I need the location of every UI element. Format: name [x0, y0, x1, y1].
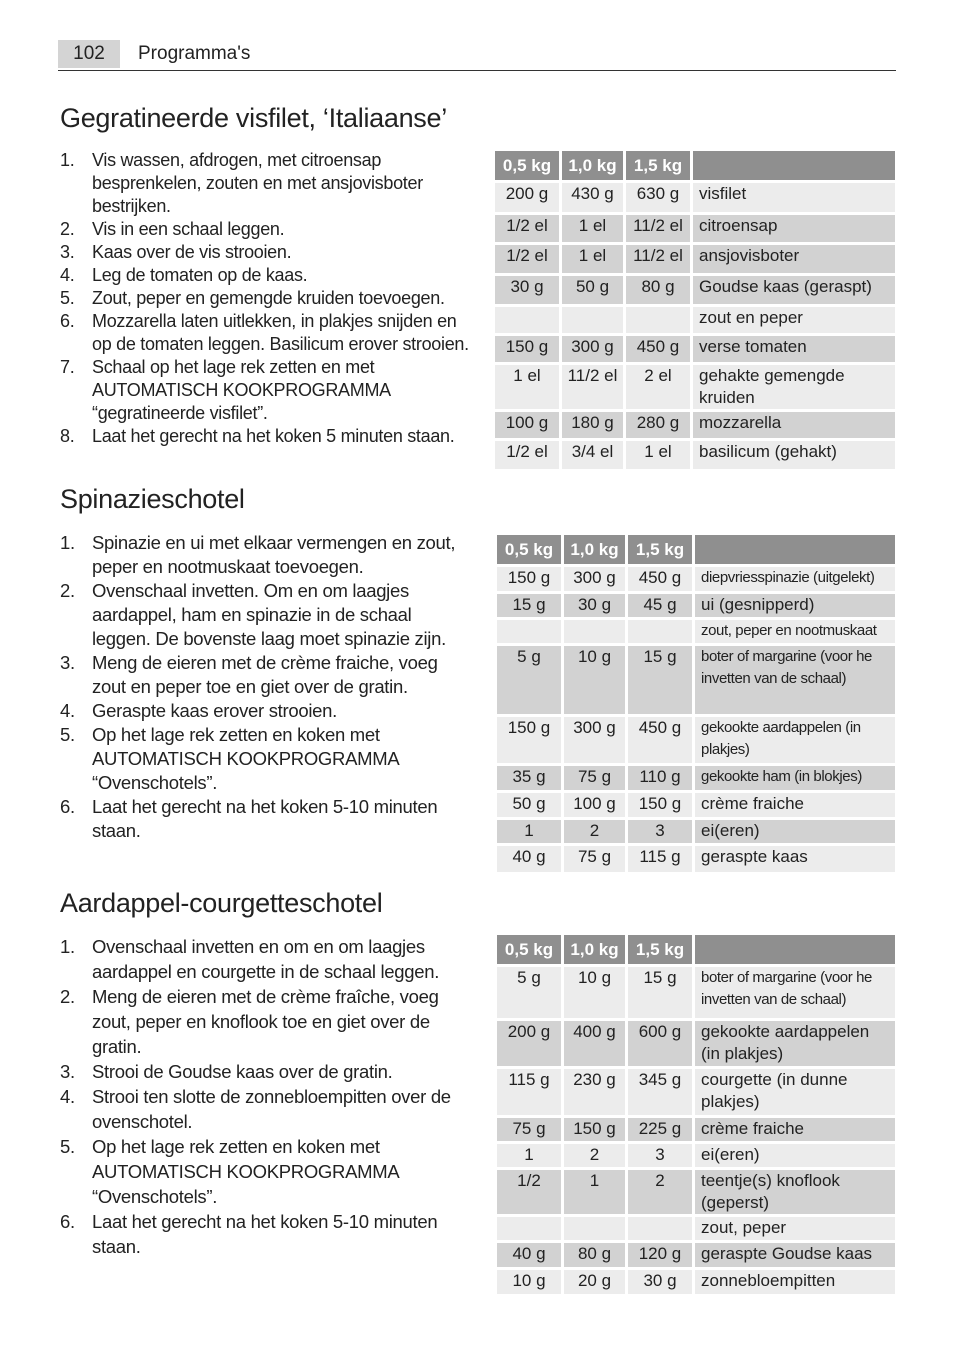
ingredient-name: basilicum (gehakt) — [693, 441, 895, 469]
ingredient-amount: 1 el — [626, 441, 690, 469]
ingredient-amount: 630 g — [626, 183, 690, 212]
step-text: Meng de eieren met de crème fraiche, voeg zout en peper toe en giet over de gratin. — [92, 652, 438, 697]
ingredient-amount: 450 g — [628, 567, 692, 591]
step-item — [60, 699, 470, 723]
ingredient-amount: 430 g — [562, 183, 623, 212]
table-row — [497, 1118, 895, 1141]
ingredient-amount: 50 g — [562, 276, 623, 304]
ingredient-amount: 150 g — [497, 567, 561, 591]
table-row — [497, 717, 895, 763]
table-row — [495, 215, 895, 242]
ingredient-amount: 15 g — [497, 594, 561, 617]
ingredient-table — [494, 932, 898, 1297]
step-item — [60, 531, 470, 579]
ingredient-amount: 2 — [564, 1144, 625, 1167]
ingredient-amount: 75 g — [497, 1118, 561, 1141]
table-row — [495, 336, 895, 362]
column-header — [695, 535, 895, 564]
page-header — [58, 40, 896, 71]
ingredient-amount: 120 g — [628, 1243, 692, 1267]
step-number: 6. — [60, 1211, 75, 1232]
ingredient-amount: 1 — [497, 1144, 561, 1167]
column-header: 1,0 kg — [562, 151, 623, 180]
column-header: 0,5 kg — [497, 535, 561, 564]
ingredient-amount — [562, 307, 623, 333]
ingredient-amount: 150 g — [497, 717, 561, 763]
step-item — [60, 1084, 470, 1134]
table-row — [497, 820, 895, 843]
ingredient-amount: 11/2 el — [626, 245, 690, 273]
ingredient-amount — [497, 620, 561, 643]
step-text: Meng de eieren met de crème fraîche, voeg zout, peper en knoflook toe en giet over de gratin. — [92, 986, 439, 1057]
ingredient-amount: 45 g — [628, 594, 692, 617]
step-item — [60, 287, 470, 310]
ingredient-amount: 80 g — [626, 276, 690, 304]
ingredient-amount: 15 g — [628, 967, 692, 1018]
ingredient-amount: 2 — [564, 820, 625, 843]
step-text: Strooi ten slotte de zonnebloempitten over de ovenschotel. — [92, 1086, 451, 1132]
step-item — [60, 934, 470, 984]
ingredient-amount: 30 g — [564, 594, 625, 617]
ingredient-amount: 30 g — [495, 276, 559, 304]
step-text: Schaal op het lage rek zetten en met AUTOMATISCH KOOKPROGRAMMA “gegratineerde visfilet”. — [92, 357, 390, 423]
ingredient-amount: 3/4 el — [562, 441, 623, 469]
ingredient-amount: 300 g — [562, 336, 623, 362]
ingredient-amount: 1/2 — [497, 1170, 561, 1214]
ingredient-name: zout, peper en nootmuskaat — [695, 620, 895, 643]
ingredient-name: gekookte aardappelen (in plakjes) — [695, 1021, 895, 1066]
recipe-title: Spinazieschotel — [60, 484, 245, 514]
ingredient-name: courgette (in dunne plakjes) — [695, 1069, 895, 1115]
step-text: Zout, peper en gemengde kruiden toevoegen. — [92, 288, 445, 308]
step-number: 4. — [60, 1086, 75, 1107]
ingredient-name: crème fraiche — [695, 1118, 895, 1141]
table-row — [497, 766, 895, 790]
table-row — [497, 1170, 895, 1214]
ingredient-amount: 225 g — [628, 1118, 692, 1141]
column-header: 1,5 kg — [628, 935, 692, 964]
ingredient-amount: 1 el — [495, 365, 559, 409]
column-header: 0,5 kg — [497, 935, 561, 964]
step-text: Kaas over de vis strooien. — [92, 242, 292, 262]
ingredient-amount: 10 g — [497, 1270, 561, 1294]
recipe-steps — [60, 934, 470, 1259]
table-row — [495, 307, 895, 333]
ingredient-amount: 110 g — [628, 766, 692, 790]
step-number: 2. — [60, 986, 75, 1007]
step-text: Op het lage rek zetten en koken met AUTOMATISCH KOOKPROGRAMMA “Ovenschotels”. — [92, 1136, 399, 1207]
step-text: Op het lage rek zetten en koken met AUTOMATISCH KOOKPROGRAMMA “Ovenschotels”. — [92, 724, 399, 793]
table-header-row — [495, 151, 895, 180]
table-row — [497, 1069, 895, 1115]
step-text: Ovenschaal invetten en om en om laagjes aardappel en courgette in de schaal leggen. — [92, 936, 440, 982]
ingredient-amount: 150 g — [495, 336, 559, 362]
column-header: 1,0 kg — [564, 535, 625, 564]
recipe-title: Gegratineerde visfilet, ‘Italiaanse’ — [60, 103, 447, 133]
ingredient-name: diepvriesspinazie (uitgelekt) — [695, 567, 895, 591]
step-number: 5. — [60, 724, 75, 745]
ingredient-amount: 35 g — [497, 766, 561, 790]
page-number: 102 — [58, 40, 120, 68]
ingredient-table — [492, 148, 898, 472]
ingredient-amount: 400 g — [564, 1021, 625, 1066]
ingredient-amount: 1/2 el — [495, 441, 559, 469]
ingredient-name: gekookte aardappelen (in plakjes) — [695, 717, 895, 763]
table-row — [497, 620, 895, 643]
step-item — [60, 1059, 470, 1084]
table-row — [495, 441, 895, 469]
table-row — [497, 793, 895, 817]
step-text: Geraspte kaas erover strooien. — [92, 700, 337, 721]
column-header — [695, 935, 895, 964]
ingredient-name: zout, peper — [695, 1217, 895, 1240]
step-number: 5. — [60, 1136, 75, 1157]
ingredient-name: citroensap — [693, 215, 895, 242]
ingredient-amount: 300 g — [564, 717, 625, 763]
ingredient-name: geraspte kaas — [695, 846, 895, 872]
step-number: 3. — [60, 242, 75, 262]
ingredient-amount — [497, 1217, 561, 1240]
table-row — [495, 183, 895, 212]
ingredient-table — [494, 532, 898, 875]
table-row — [497, 646, 895, 714]
ingredient-name: mozzarella — [693, 412, 895, 438]
ingredient-amount: 100 g — [564, 793, 625, 817]
table-row — [495, 412, 895, 438]
table-row — [497, 1021, 895, 1066]
step-item — [60, 310, 470, 356]
table-row — [495, 245, 895, 273]
ingredient-amount: 11/2 el — [562, 365, 623, 409]
ingredient-name: boter of margarine (voor he invetten van de schaal) — [695, 967, 895, 1018]
step-number: 7. — [60, 357, 75, 377]
step-number: 4. — [60, 700, 75, 721]
column-header: 1,5 kg — [626, 151, 690, 180]
table-header-row — [497, 535, 895, 564]
step-number: 2. — [60, 219, 75, 239]
step-text: Leg de tomaten op de kaas. — [92, 265, 308, 285]
step-text: Laat het gerecht na het koken 5 minuten staan. — [92, 426, 455, 446]
ingredient-amount: 230 g — [564, 1069, 625, 1115]
step-text: Laat het gerecht na het koken 5-10 minuten staan. — [92, 796, 438, 841]
ingredient-name: gehakte gemengde kruiden — [693, 365, 895, 409]
ingredient-amount: 30 g — [628, 1270, 692, 1294]
ingredient-amount: 1 — [564, 1170, 625, 1214]
ingredient-amount: 10 g — [564, 967, 625, 1018]
ingredient-amount: 180 g — [562, 412, 623, 438]
column-header — [693, 151, 895, 180]
ingredient-name: zout en peper — [693, 307, 895, 333]
table-row — [497, 1144, 895, 1167]
ingredient-name: ei(eren) — [695, 820, 895, 843]
table-row — [497, 1243, 895, 1267]
step-text: Vis wassen, afdrogen, met citroensap besprenkelen, zouten en met ansjovisboter bestrijken. — [92, 150, 423, 216]
step-number: 3. — [60, 652, 75, 673]
ingredient-amount: 40 g — [497, 846, 561, 872]
ingredient-amount: 3 — [628, 820, 692, 843]
ingredient-amount: 2 — [628, 1170, 692, 1214]
step-item — [60, 984, 470, 1059]
ingredient-name: visfilet — [693, 183, 895, 212]
ingredient-amount: 1/2 el — [495, 245, 559, 273]
column-header: 0,5 kg — [495, 151, 559, 180]
step-text: Strooi de Goudse kaas over de gratin. — [92, 1061, 393, 1082]
ingredient-amount: 200 g — [497, 1021, 561, 1066]
ingredient-amount — [564, 1217, 625, 1240]
table-row — [497, 1217, 895, 1240]
ingredient-name: ansjovisboter — [693, 245, 895, 273]
ingredient-name: ui (gesnipperd) — [695, 594, 895, 617]
step-item — [60, 218, 470, 241]
ingredient-amount: 1 — [497, 820, 561, 843]
step-number: 3. — [60, 1061, 75, 1082]
step-text: Laat het gerecht na het koken 5-10 minuten staan. — [92, 1211, 438, 1257]
ingredient-name: boter of margarine (voor he invetten van de schaal) — [695, 646, 895, 714]
ingredient-amount: 20 g — [564, 1270, 625, 1294]
ingredient-amount: 10 g — [564, 646, 625, 714]
table-row — [497, 1270, 895, 1294]
step-item — [60, 149, 470, 218]
ingredient-amount — [628, 1217, 692, 1240]
ingredient-amount — [626, 307, 690, 333]
ingredient-amount: 1 el — [562, 215, 623, 242]
ingredient-amount: 75 g — [564, 766, 625, 790]
ingredient-amount: 300 g — [564, 567, 625, 591]
step-item — [60, 579, 470, 651]
ingredient-amount — [564, 620, 625, 643]
step-item — [60, 241, 470, 264]
ingredient-amount: 80 g — [564, 1243, 625, 1267]
step-number: 1. — [60, 532, 75, 553]
step-item — [60, 723, 470, 795]
ingredient-amount: 3 — [628, 1144, 692, 1167]
column-header: 1,0 kg — [564, 935, 625, 964]
ingredient-amount: 150 g — [628, 793, 692, 817]
table-row — [495, 276, 895, 304]
step-number: 6. — [60, 311, 75, 331]
table-header-row — [497, 935, 895, 964]
step-text: Mozzarella laten uitlekken, in plakjes snijden en op de tomaten leggen. Basilicum erover strooien. — [92, 311, 469, 354]
step-item — [60, 1134, 470, 1209]
step-text: Ovenschaal invetten. Om en om laagjes aardappel, ham en spinazie in de schaal leggen. De bovenste laag moet spinazie zijn. — [92, 580, 446, 649]
ingredient-amount: 150 g — [564, 1118, 625, 1141]
ingredient-amount: 600 g — [628, 1021, 692, 1066]
ingredient-amount: 115 g — [497, 1069, 561, 1115]
table-row — [497, 846, 895, 872]
ingredient-name: gekookte ham (in blokjes) — [695, 766, 895, 790]
step-item — [60, 425, 470, 448]
step-text: Vis in een schaal leggen. — [92, 219, 285, 239]
ingredient-amount: 40 g — [497, 1243, 561, 1267]
ingredient-amount: 50 g — [497, 793, 561, 817]
recipe-steps — [60, 531, 470, 843]
step-number: 8. — [60, 426, 75, 446]
ingredient-amount: 450 g — [626, 336, 690, 362]
ingredient-amount: 2 el — [626, 365, 690, 409]
step-item — [60, 264, 470, 287]
ingredient-amount: 450 g — [628, 717, 692, 763]
table-row — [497, 967, 895, 1018]
ingredient-amount: 345 g — [628, 1069, 692, 1115]
ingredient-amount: 1 el — [562, 245, 623, 273]
step-item — [60, 795, 470, 843]
table-row — [497, 567, 895, 591]
ingredient-amount: 75 g — [564, 846, 625, 872]
step-number: 6. — [60, 796, 75, 817]
step-number: 1. — [60, 936, 75, 957]
ingredient-amount: 200 g — [495, 183, 559, 212]
ingredient-amount — [495, 307, 559, 333]
ingredient-amount: 280 g — [626, 412, 690, 438]
table-row — [497, 594, 895, 617]
ingredient-amount: 1/2 el — [495, 215, 559, 242]
ingredient-name: ei(eren) — [695, 1144, 895, 1167]
step-number: 1. — [60, 150, 75, 170]
section-name: Programma's — [138, 43, 251, 64]
ingredient-amount: 5 g — [497, 967, 561, 1018]
ingredient-amount: 115 g — [628, 846, 692, 872]
ingredient-amount: 5 g — [497, 646, 561, 714]
ingredient-name: verse tomaten — [693, 336, 895, 362]
recipe-steps — [60, 149, 470, 448]
step-number: 5. — [60, 288, 75, 308]
column-header: 1,5 kg — [628, 535, 692, 564]
step-text: Spinazie en ui met elkaar vermengen en zout, peper en nootmuskaat toevoegen. — [92, 532, 456, 577]
table-row — [495, 365, 895, 409]
step-item — [60, 1209, 470, 1259]
ingredient-name: crème fraiche — [695, 793, 895, 817]
ingredient-amount — [628, 620, 692, 643]
ingredient-name: teentje(s) knoflook (geperst) — [695, 1170, 895, 1214]
ingredient-name: Goudse kaas (geraspt) — [693, 276, 895, 304]
step-item — [60, 356, 470, 425]
ingredient-name: geraspte Goudse kaas — [695, 1243, 895, 1267]
step-number: 4. — [60, 265, 75, 285]
ingredient-name: zonnebloempitten — [695, 1270, 895, 1294]
recipe-title: Aardappel-courgetteschotel — [60, 888, 383, 918]
ingredient-amount: 100 g — [495, 412, 559, 438]
step-number: 2. — [60, 580, 75, 601]
ingredient-amount: 15 g — [628, 646, 692, 714]
step-item — [60, 651, 470, 699]
ingredient-amount: 11/2 el — [626, 215, 690, 242]
